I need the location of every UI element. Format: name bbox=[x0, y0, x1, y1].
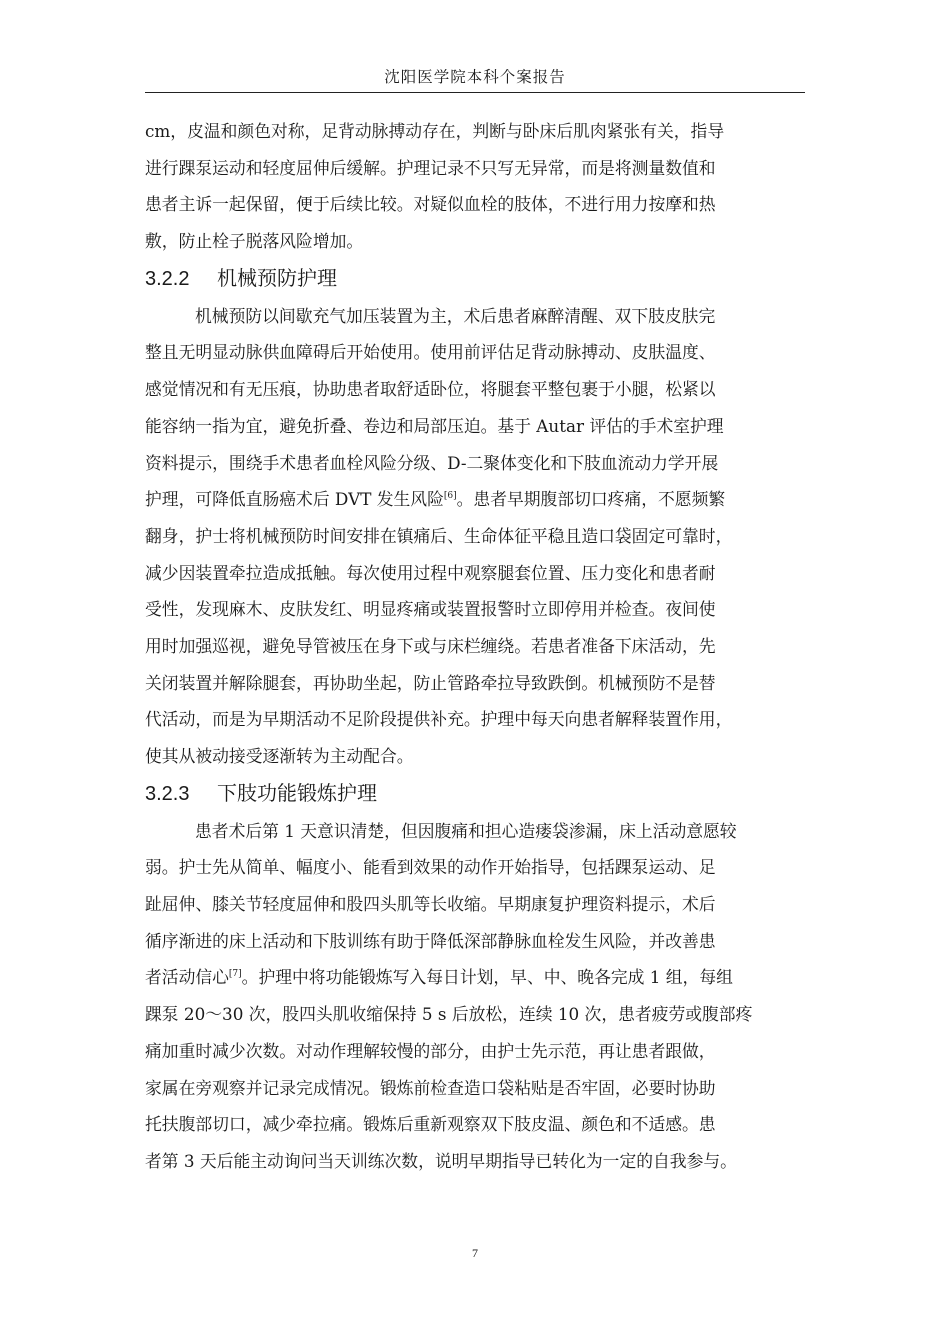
text-line: 受性，发现麻木、皮肤发红、明显疼痛或装置报警时立即停用并检查。夜间使 bbox=[145, 599, 716, 620]
text-line: 翻身，护士将机械预防时间安排在镇痛后、生命体征平稳且造口袋固定可靠时， bbox=[145, 525, 733, 546]
text-line: 家属在旁观察并记录完成情况。锻炼前检查造口袋粘贴是否牢固，必要时协助 bbox=[145, 1077, 716, 1098]
text-line: 患者主诉一起保留，便于后续比较。对疑似血栓的肢体，不进行用力按摩和热 bbox=[145, 194, 716, 215]
text-segment: 。患者早期腹部切口疼痛，不愿频繁 bbox=[456, 489, 726, 510]
header-rule bbox=[145, 92, 805, 93]
text-segment: 者活动信心 bbox=[145, 967, 229, 988]
page-body bbox=[145, 113, 805, 1180]
text-line: 者第 3 天后能主动询问当天训练次数，说明早期指导已转化为一定的自我参与。 bbox=[145, 1150, 737, 1171]
text-segment: 。护理中将功能锻炼写入每日计划，早、中、晚各完成 1 组，每组 bbox=[241, 967, 733, 988]
paragraph-mechanical-prevention bbox=[145, 298, 805, 775]
citation-ref: [7] bbox=[228, 969, 242, 980]
text-segment: 护理，可降低直肠癌术后 DVT 发生风险 bbox=[145, 489, 444, 510]
text-line: 趾屈伸、膝关节轻度屈伸和股四头肌等长收缩。早期康复护理资料提示，术后 bbox=[145, 894, 716, 915]
paragraph-continued bbox=[145, 113, 805, 260]
text-line: 用时加强巡视，避免导管被压在身下或与床栏缠绕。若患者准备下床活动，先 bbox=[145, 635, 716, 656]
text-line bbox=[145, 959, 805, 996]
text-line bbox=[145, 481, 805, 518]
text-line: 进行踝泵运动和轻度屈伸后缓解。护理记录不只写无异常，而是将测量数值和 bbox=[145, 157, 716, 178]
text-line: 机械预防以间歇充气加压装置为主，术后患者麻醉清醒、双下肢皮肤完 bbox=[195, 305, 716, 326]
text-line: 患者术后第 1 天意识清楚，但因腹痛和担心造瘘袋渗漏，床上活动意愿较 bbox=[195, 820, 737, 841]
text-line: 整且无明显动脉供血障碍后开始使用。使用前评估足背动脉搏动、皮肤温度、 bbox=[145, 342, 716, 363]
section-heading-3-2-3 bbox=[145, 775, 805, 813]
text-line: 痛加重时减少次数。对动作理解较慢的部分，由护士先示范，再让患者跟做， bbox=[145, 1040, 716, 1061]
text-line: 代活动，而是为早期活动不足阶段提供补充。护理中每天向患者解释装置作用， bbox=[145, 709, 733, 730]
text-line: 弱。护士先从简单、幅度小、能看到效果的动作开始指导，包括踝泵运动、足 bbox=[145, 857, 716, 878]
running-header: 沈阳医学院本科个案报告 bbox=[384, 68, 566, 86]
page-number: 7 bbox=[472, 1246, 478, 1260]
section-title: 下肢功能锻炼护理 bbox=[217, 782, 377, 805]
text-line: 托扶腹部切口，减少牵拉痛。锻炼后重新观察双下肢皮温、颜色和不适感。患 bbox=[145, 1114, 716, 1135]
citation-ref: [6] bbox=[443, 491, 457, 502]
paragraph-limb-exercise bbox=[145, 813, 805, 1180]
section-title: 机械预防护理 bbox=[217, 267, 337, 290]
text-line: 关闭装置并解除腿套，再协助坐起，防止管路牵拉导致跌倒。机械预防不是替 bbox=[145, 672, 716, 693]
text-line: 减少因装置牵拉造成抵触。每次使用过程中观察腿套位置、压力变化和患者耐 bbox=[145, 562, 716, 583]
text-line: 能容纳一指为宜，避免折叠、卷边和局部压迫。基于 Autar 评估的手术室护理 bbox=[145, 415, 724, 436]
text-line: 踝泵 20～30 次，股四头肌收缩保持 5 s 后放松，连续 10 次，患者疲劳或腹部疼 bbox=[145, 1004, 753, 1025]
text-line: 资料提示，围绕手术患者血栓风险分级、D-二聚体变化和下肢血流动力学开展 bbox=[145, 452, 719, 473]
text-line: 使其从被动接受逐渐转为主动配合。 bbox=[145, 746, 414, 766]
text-line: 敷，防止栓子脱落风险增加。 bbox=[145, 231, 364, 252]
section-number: 3.2.2 bbox=[145, 267, 190, 290]
text-line: 感觉情况和有无压痕，协助患者取舒适卧位，将腿套平整包裹于小腿，松紧以 bbox=[145, 379, 716, 400]
section-number: 3.2.3 bbox=[145, 782, 190, 805]
section-heading-3-2-2 bbox=[145, 260, 805, 298]
text-line: cm，皮温和颜色对称，足背动脉搏动存在，判断与卧床后肌肉紧张有关，指导 bbox=[145, 121, 725, 141]
text-line: 循序渐进的床上活动和下肢训练有助于降低深部静脉血栓发生风险，并改善患 bbox=[145, 930, 716, 951]
